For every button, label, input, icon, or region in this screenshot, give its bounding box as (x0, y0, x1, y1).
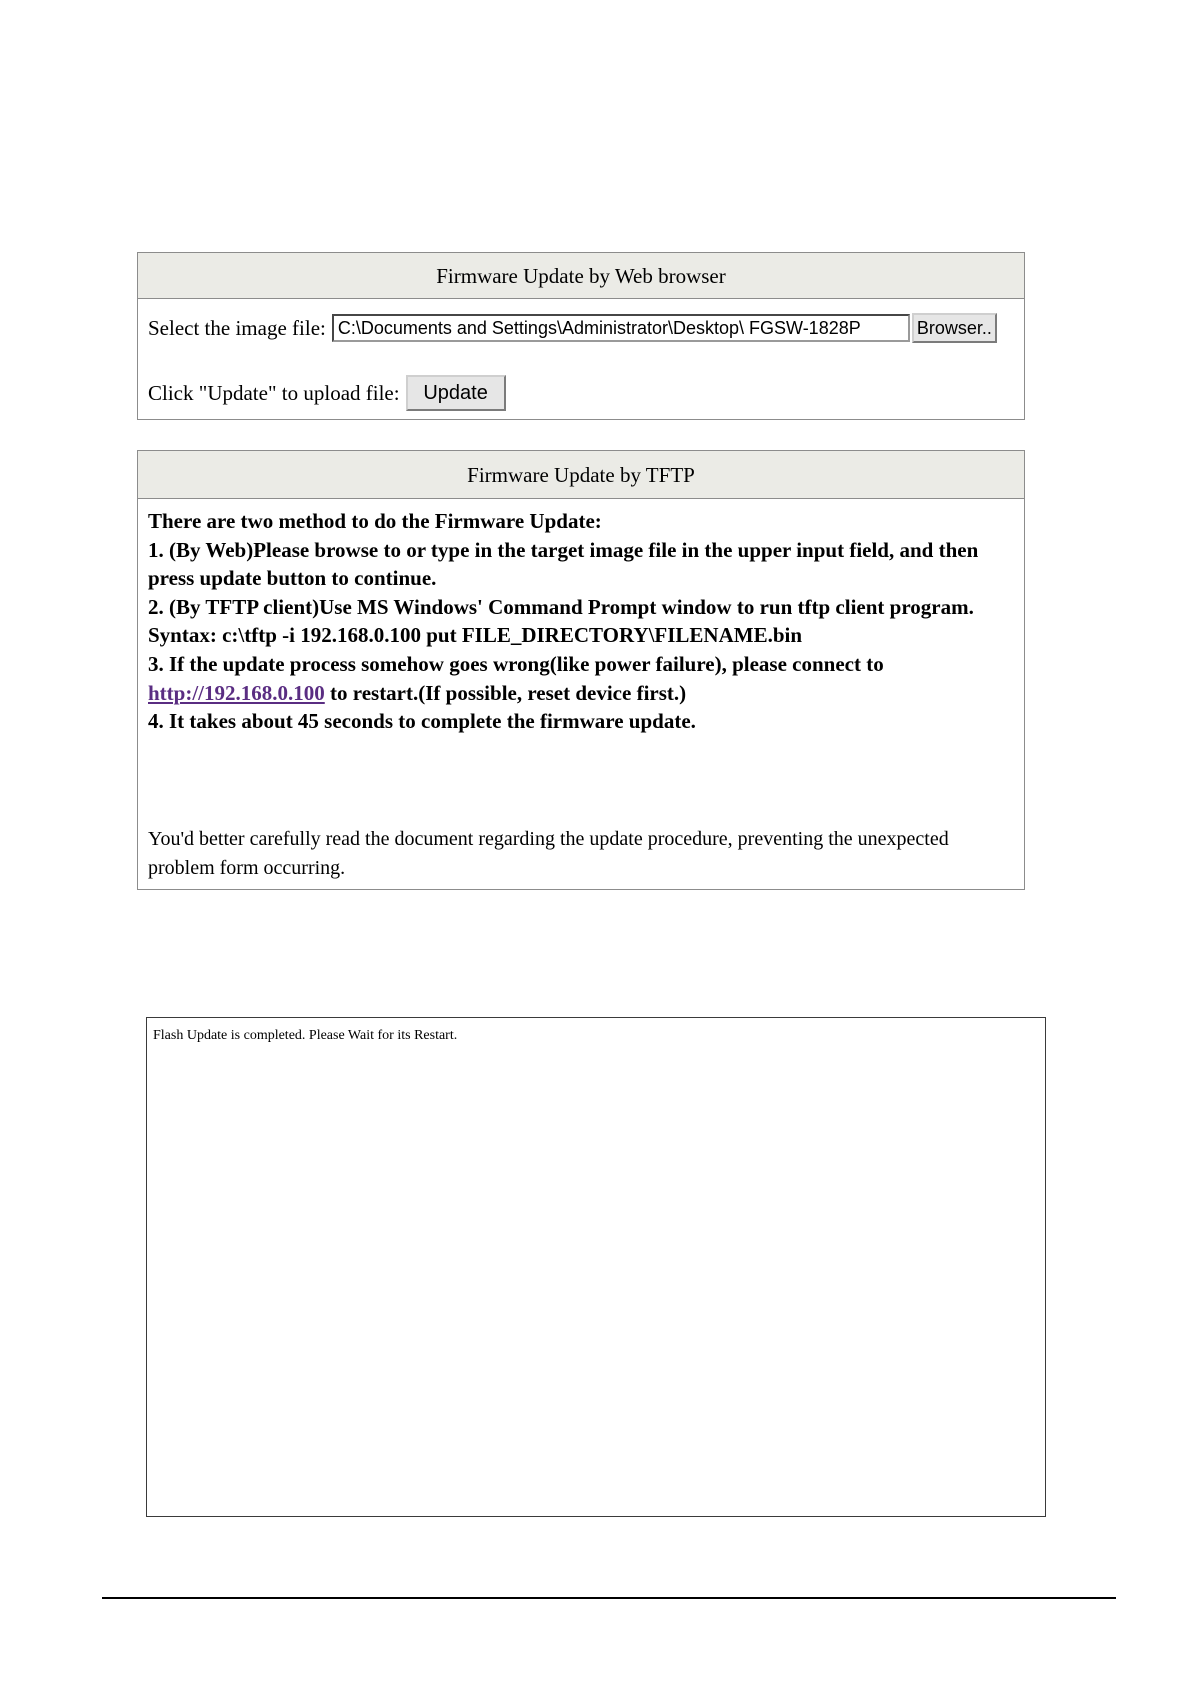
web-update-panel (137, 252, 1025, 420)
flash-status-window (146, 1017, 1046, 1517)
tftp-step-1: 1. (By Web)Please browse to or type in the target image file in the upper input field, and then press update button to continue. (148, 537, 979, 591)
footer-divider (102, 1597, 1116, 1599)
image-file-input[interactable] (332, 314, 910, 342)
tftp-update-panel (137, 450, 1025, 890)
file-select-label: Select the image file: (148, 315, 326, 340)
tftp-step-3-prefix: 3. If the update process somehow goes wrong(like power failure), please connect to (148, 651, 884, 676)
file-select-row (148, 313, 997, 343)
tftp-step-3-suffix: to restart.(If possible, reset device first.) (324, 680, 687, 705)
tftp-step-2: 2. (By TFTP client)Use MS Windows' Command Prompt window to run tftp client program. (148, 594, 974, 619)
tftp-instructions (138, 499, 1024, 736)
update-row (148, 375, 506, 411)
tftp-syntax: Syntax: c:\tftp -i 192.168.0.100 put FILE_DIRECTORY\FILENAME.bin (148, 623, 803, 648)
web-update-title: Firmware Update by Web browser (138, 253, 1024, 299)
tftp-step-3 (148, 650, 1014, 707)
tftp-update-title: Firmware Update by TFTP (138, 451, 1024, 499)
tftp-step-4: 4. It takes about 45 seconds to complete the firmware update. (148, 709, 696, 734)
update-button[interactable]: Update (406, 375, 506, 411)
restart-url-link[interactable]: http://192.168.0.100 (148, 680, 325, 705)
tftp-intro: There are two method to do the Firmware Update: (148, 509, 602, 533)
update-warning-note: You'd better carefully read the document regarding the update procedure, preventing the unexpected problem form occurring. (148, 828, 949, 879)
browse-button[interactable]: Browser.. (912, 313, 997, 343)
flash-status-message: Flash Update is completed. Please Wait for its Restart. (153, 1028, 458, 1043)
update-label: Click "Update" to upload file: (148, 380, 400, 405)
